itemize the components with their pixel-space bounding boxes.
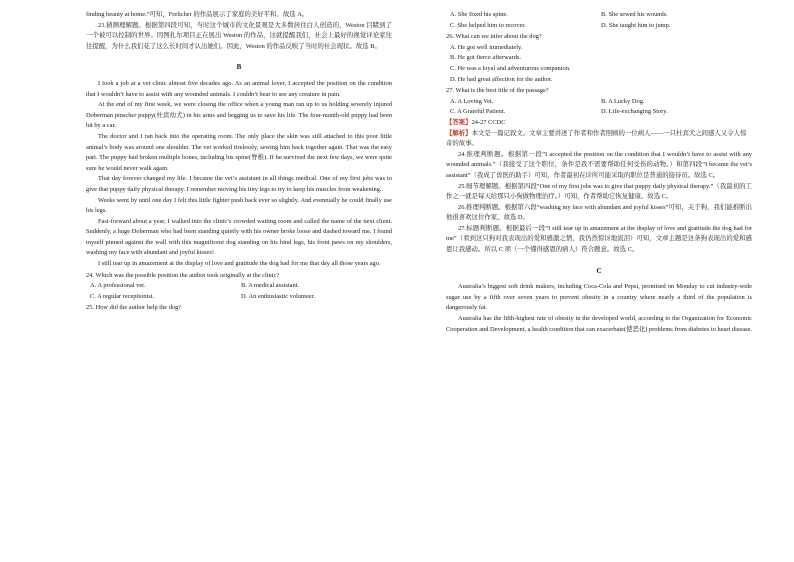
explanation-23: 23.猜测理解题。根据第四段可知，当时这个城市的文化景观是大多数居住白人创造的，Weston 目睹到了一个被可以控制的世界。因图扎尔项目正在展出 Weston 的作品，这就提醒我们，社会上最好的视觉评论家往往提醒，为什么我们花了这么长时间才认出她们。因此，Weston 的作品反映了当时的社会现状。故选 B。 [86, 21, 393, 50]
option: D. He had great affection for the author. [450, 75, 553, 83]
explanation-26: 26.推理判断题。根据第六段“washing my face with abundant and joyful kisses”可知，关于狗，我们能推断出他很喜欢这位作家。故选 D。 [446, 203, 752, 222]
question-27-stem: 27. What is the best title of the passage? [446, 87, 549, 95]
section-b-title: B [236, 63, 242, 72]
analysis-line [446, 129, 752, 150]
passage-paragraph: I still tear up in amazement at the display of love and gratitude the dog had for me that day all those years ago. [98, 260, 381, 268]
option: A. He got well immediately. [450, 43, 523, 51]
answer-tag: 【答案】 [446, 118, 472, 126]
option: A. A Loving Vet. [450, 97, 494, 105]
question-27-options [446, 97, 752, 118]
option: C. A regular receptionist. [90, 292, 155, 300]
option: B. He got fierce afterwards. [450, 54, 521, 62]
passage-paragraph: At the end of my first week, we were closing the office when a young man ran up to us holding severely injured Doberman pinscher puppy(杜宾幼犬) in his arms and begging us to save his life. The four-month-old puppy had been hit by a car. [86, 101, 392, 130]
option: A. She fixed his spine. [450, 11, 508, 18]
passage-paragraph: The doctor and I ran back into the operating room. The only place the skin was still attached to this poor little animal’s body was around one shoulder. The vet worked tirelessly, sewing him back together again. That was the easy part. The puppy had broken multiple bones, including his spine(脊椎). If he survived the next few days, we were quite sure he would never walk again. [86, 132, 392, 172]
option: C. She helped him to recover. [450, 21, 526, 29]
option: C. A Grateful Patient. [450, 108, 506, 116]
passage-paragraph: I took a job at a vet clinic almost five decades ago. As an animal lover, I accepted the position on the condition that I wouldn’t have to assist with any wounded animals. I couldn’t bear to see any creature in pain. [86, 79, 392, 98]
analysis-tag: 【解析】 [446, 129, 472, 137]
option: A. A professional vet. [90, 282, 146, 290]
option: D. An enthusiastic volunteer. [241, 292, 316, 300]
option: B. She sewed his wounds. [601, 11, 668, 18]
text-line: finding beauty at home.”可知，Frelicher 的作品展示了家庭的美好平和。故选 A。 [86, 11, 309, 18]
right-column [446, 10, 752, 335]
answer-key: 24-27 CCDC [471, 118, 506, 126]
question-25-stem: 25. How did the author help the dog? [86, 304, 182, 312]
section-c-title: C [596, 266, 602, 275]
explanation-24: 24.推理判断题。根据第一段“I accepted the position on the condition that I wouldn’t have to assist with any wounded animals.”（我接受了这个职位，条件是我不需要帮助任何受伤的动物。）和第四段“I became the vet’s assistant”（我成了兽医的助手）可知，作者最初在诊所可能采取的职位是普通的接待员。故选 C。 [446, 150, 752, 179]
passage-paragraph: Weeks went by until one day I felt this little fighter push back ever so slightly. And eventually he could finally use his legs. [86, 196, 392, 215]
option: B. A Lucky Dog. [601, 97, 645, 105]
question-24-stem: 24. Which was the possible position the author took originally at the clinic? [86, 271, 280, 279]
option: C. He was a loyal and adventurous companion. [450, 64, 571, 72]
analysis-text: 本文是一篇记叙文。文章主要讲述了作者和作者照顾的一位病人——一只杜宾犬之间感人又令人惊奇的故事。 [446, 129, 747, 148]
passage-paragraph: Australia’s biggest soft drink makers, including Coca-Cola and Pepsi, promised on Monday to cut industry-wide sugar use by a fifth over seven years to prevent obesity in a country where nearly a third of the population is dangerously fat. [446, 283, 752, 312]
question-25-options [446, 10, 752, 31]
question-26-options [446, 43, 752, 85]
answer-line [446, 118, 752, 129]
option: B. A medical assistant. [241, 282, 300, 290]
option: D. Life-exchanging Story. [601, 108, 668, 116]
option: D. She taught him to jump. [601, 21, 671, 29]
passage-paragraph: That day forever changed my life. I became the vet’s assistant in all things medical. One of my first jobs was to give that puppy daily physical therapy. I remember moving his tiny legs to try to keep his muscles from weakening. [86, 175, 392, 193]
explanation-25: 25.细节理解题。根据第四段“One of my first jobs was to give that puppy daily physical therapy.”（我最初的工作之一就是每天给那只小狗做物理治疗。）可知，作者帮助它恢复健康。故选 C。 [446, 182, 752, 201]
left-column [86, 10, 392, 314]
explanation-27: 27.标题判断题。根据最后一段“I still tear up in amazement at the display of love and gratitude the dog had for me”（看到这只狗对我表现出的爱和感激之情，我仍然惊讶地流泪）可知，文章主题是这条狗表现出的爱和感恩让我感动。所以 C 项（一个懂得感恩的病人）符合题意。故选 C。 [446, 224, 752, 254]
question-26-stem: 26. What can we infer about the dog? [446, 33, 542, 41]
passage-paragraph: Australia has the fifth-highest rate of obesity in the developed world, according to the Organization for Economic Cooperation and Development, a health condition that can exacerbate(使恶化) problems from diabetes to heart disease. [446, 315, 752, 333]
passage-paragraph: Fast-forward about a year, I walked into the clinic’s crowded waiting room and called the name of the next client. Suddenly, a huge Doberman who had been standing quietly with his owner broke loose and dashed toward me. I found myself pinned against the wall with this magnificent dog standing on his hind legs, his front paws on my shoulders, washing my face with abundant and joyful kisses! [86, 217, 392, 257]
question-24-options [86, 281, 392, 302]
